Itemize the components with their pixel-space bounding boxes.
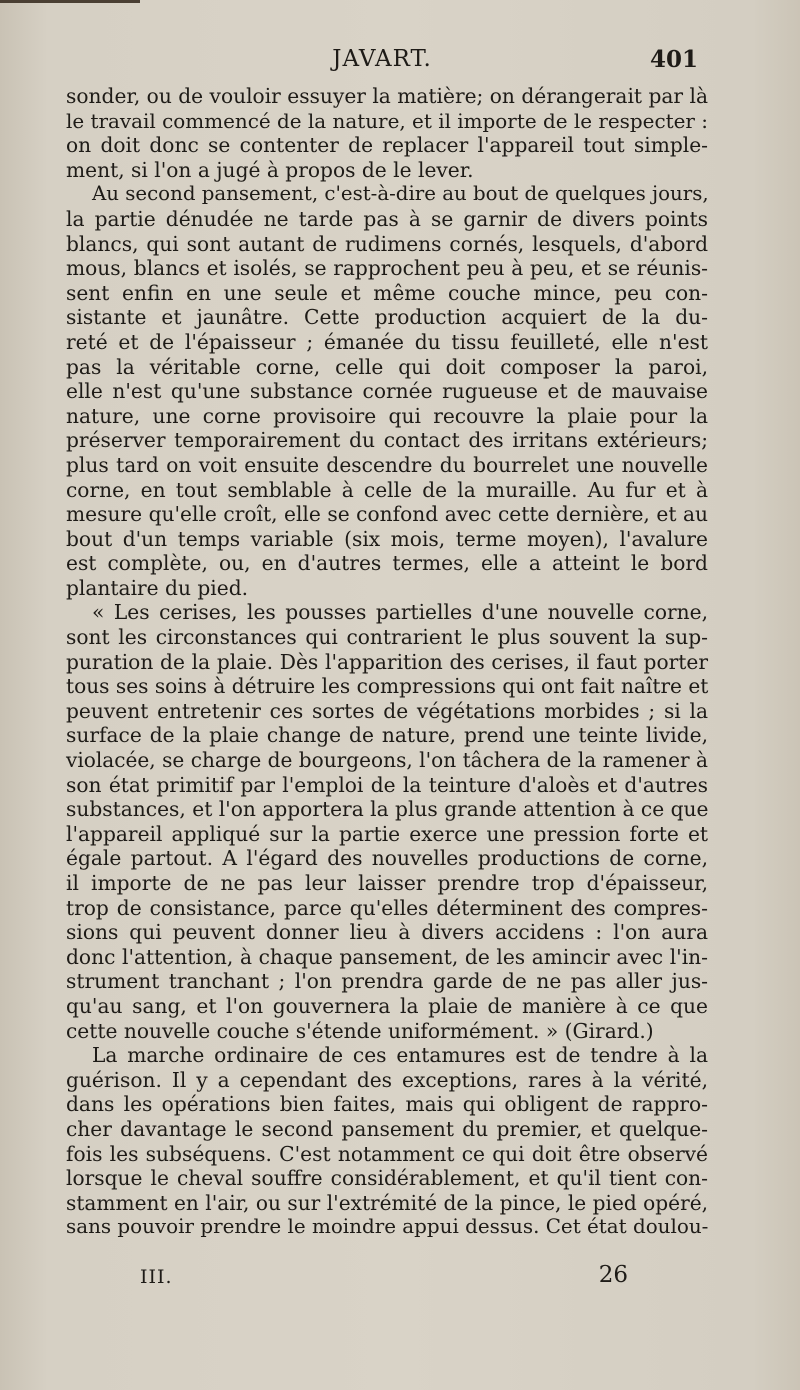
text-line: trop de consistance, parce qu'elles déterminent des compres- [66, 895, 708, 920]
text-line: peuvent entretenir ces sortes de végétations morbides ; si la [66, 698, 708, 723]
text-line: mesure qu'elle croît, elle se confond avec cette dernière, et au [66, 502, 708, 527]
text-line: sont les circonstances qui contrarient le plus souvent la sup- [66, 625, 708, 650]
text-line: « Les cerises, les pousses partielles d'une nouvelle corne, [92, 600, 708, 625]
text-line: l'appareil appliqué sur la partie exerce une pression forte et [66, 821, 708, 846]
text-line: bout d'un temps variable (six mois, terme moyen), l'avalure [66, 526, 708, 551]
text-line: plantaire du pied. [66, 575, 249, 600]
text-line: nature, une corne provisoire qui recouvre la plaie pour la [66, 403, 708, 428]
text-line: Au second pansement, c'est-à-dire au bout de quelques jours, [92, 182, 709, 206]
text-line: cette nouvelle couche s'étende uniformément. » (Girard.) [66, 1018, 654, 1043]
text-line: violacée, se charge de bourgeons, l'on tâchera de la ramener à [66, 748, 708, 773]
volume-signature: III. [140, 1266, 173, 1288]
text-line: surface de la plaie change de nature, prend une teinte livide, [66, 723, 708, 748]
text-line: strument tranchant ; l'on prendra garde de ne pas aller jus- [66, 969, 708, 994]
text-line: pas la véritable corne, celle qui doit composer la paroi, [66, 354, 708, 379]
running-title: JAVART. [332, 46, 432, 72]
text-line: donc l'attention, à chaque pansement, de les amincir avec l'in- [66, 944, 708, 969]
sheet-number: 26 [598, 1262, 628, 1288]
text-line: plus tard on voit ensuite descendre du bourrelet une nouvelle [66, 452, 708, 477]
text-line: guérison. Il y a cependant des exceptions, rares à la vérité, [66, 1067, 708, 1092]
text-line: stamment en l'air, ou sur l'extrémité de la pince, le pied opéré, [66, 1190, 708, 1215]
text-line: La marche ordinaire de ces entamures est de tendre à la [92, 1043, 708, 1068]
text-line: fois les subséquens. C'est notamment ce qui doit être observé [66, 1141, 708, 1166]
text-line: sans pouvoir prendre le moindre appui dessus. Cet état doulou- [66, 1215, 709, 1239]
page-number: 401 [649, 46, 698, 73]
text-line: le travail commencé de la nature, et il importe de le respecter : [66, 108, 708, 133]
text-line: reté et de l'épaisseur ; émanée du tissu feuilleté, elle n'est [66, 329, 708, 354]
page-header [66, 46, 698, 80]
text-line: sent enfin en une seule et même couche mince, peu con- [66, 280, 708, 305]
text-line: préserver temporairement du contact des irritans extérieurs; [66, 428, 708, 453]
text-line: sions qui peuvent donner lieu à divers accidens : l'on aura [66, 920, 708, 945]
text-line: on doit donc se contenter de replacer l'appareil tout simple- [66, 133, 708, 158]
page-edge-shadow [0, 0, 140, 3]
text-line: elle n'est qu'une substance cornée rugueuse et de mauvaise [66, 379, 708, 404]
text-line: égale partout. A l'égard des nouvelles productions de corne, [66, 846, 708, 871]
text-line: son état primitif par l'emploi de la teinture d'aloès et d'autres [66, 772, 708, 797]
text-line: la partie dénudée ne tarde pas à se garnir de divers points [66, 206, 708, 231]
text-line: substances, et l'on apportera la plus grande attention à ce que [66, 797, 709, 822]
text-line: ment, si l'on a jugé à propos de le lever. [66, 157, 474, 182]
body-text [66, 84, 708, 1240]
text-line: mous, blancs et isolés, se rapprochent peu à peu, et se réunis- [66, 256, 708, 281]
text-line: lorsque le cheval souffre considérablement, et qu'il tient con- [66, 1166, 708, 1191]
text-line: qu'au sang, et l'on gouvernera la plaie de manière à ce que [66, 993, 708, 1018]
page-footer [140, 1262, 628, 1292]
text-line: sistante et jaunâtre. Cette production acquiert de la du- [66, 305, 708, 330]
text-line: puration de la plaie. Dès l'apparition des cerises, il faut porter [66, 649, 708, 674]
text-line: dans les opérations bien faites, mais qui obligent de rappro- [66, 1092, 708, 1117]
text-line: cher davantage le second pansement du premier, et quelque- [66, 1116, 708, 1141]
text-line: blancs, qui sont autant de rudimens cornés, lesquels, d'abord [66, 231, 708, 256]
text-line: il importe de ne pas leur laisser prendre trop d'épaisseur, [66, 871, 708, 895]
text-line: est complète, ou, en d'autres termes, elle a atteint le bord [66, 551, 708, 576]
text-line: corne, en tout semblable à celle de la muraille. Au fur et à [66, 477, 708, 502]
text-line: tous ses soins à détruire les compressions qui ont fait naître et [66, 674, 709, 699]
text-line: sonder, ou de vouloir essuyer la matière; on dérangerait par là [66, 84, 708, 108]
